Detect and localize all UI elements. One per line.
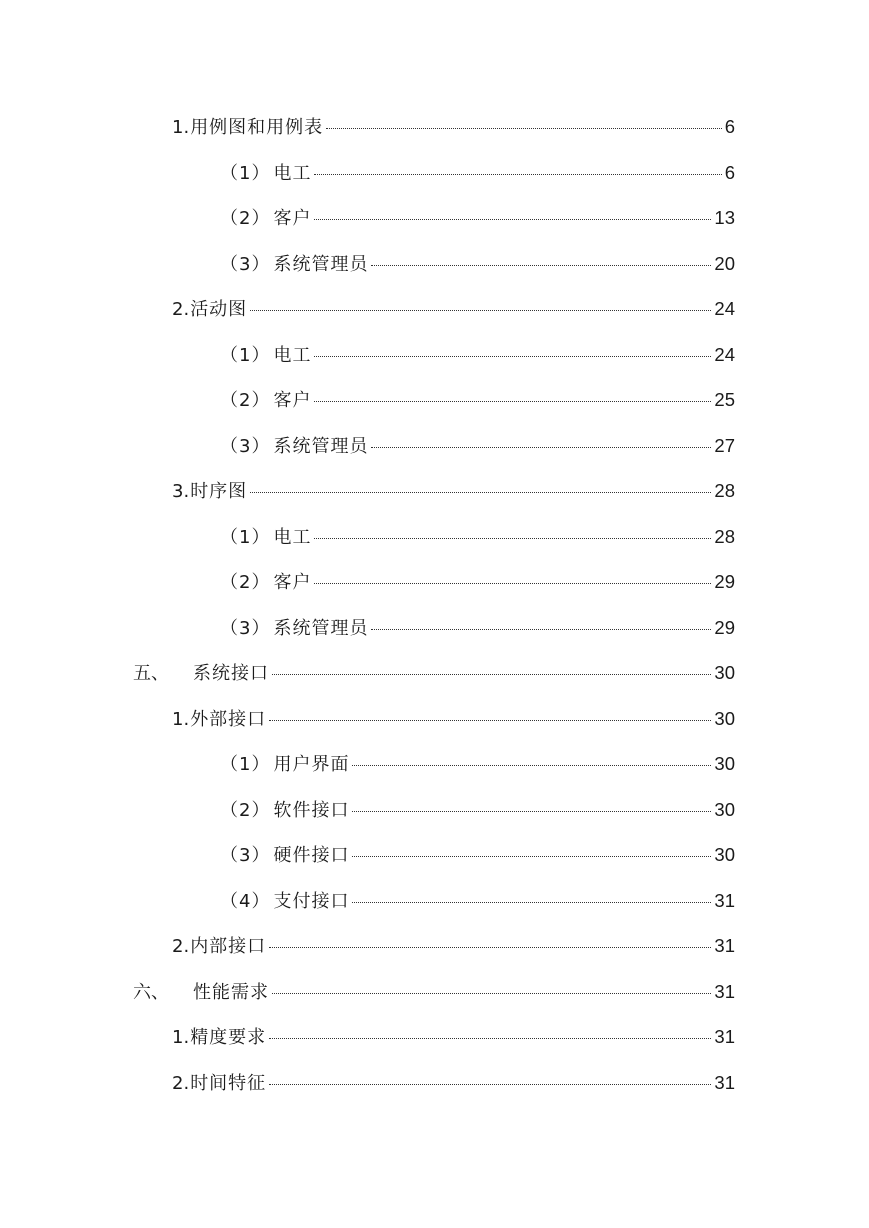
toc-entry-page-number: 30 bbox=[714, 707, 735, 729]
dot-leader bbox=[371, 629, 711, 630]
toc-entry[interactable] bbox=[0, 605, 869, 651]
dot-leader bbox=[371, 265, 711, 266]
toc-entry-page-number: 31 bbox=[714, 1026, 735, 1047]
toc-entry-number: （2） bbox=[220, 799, 271, 821]
dot-leader bbox=[250, 310, 711, 311]
toc-entry-title: 性能需求 bbox=[193, 981, 269, 1003]
toc-entry[interactable] bbox=[0, 969, 869, 1015]
toc-entry-number: （1） bbox=[220, 162, 271, 184]
toc-entry-number: 2. bbox=[172, 299, 190, 320]
toc-entry-page-number: 30 bbox=[714, 662, 735, 683]
toc-entry[interactable] bbox=[0, 195, 869, 241]
toc-entry-line bbox=[220, 787, 735, 834]
toc-entry[interactable] bbox=[0, 150, 869, 196]
toc-entry[interactable] bbox=[0, 1060, 869, 1106]
toc-entry[interactable] bbox=[0, 377, 869, 423]
toc-entry-page-number: 20 bbox=[714, 252, 735, 274]
dot-leader bbox=[269, 720, 711, 721]
dot-leader bbox=[352, 765, 711, 766]
toc-entry-title: 系统接口 bbox=[193, 663, 269, 684]
toc-entry-title: 用户界面 bbox=[273, 754, 350, 775]
toc-entry-number: （3） bbox=[220, 435, 271, 457]
toc-entry-title: 系统管理员 bbox=[273, 617, 369, 639]
toc-entry[interactable] bbox=[0, 696, 869, 742]
toc-entry[interactable] bbox=[0, 423, 869, 469]
dot-leader bbox=[250, 492, 711, 493]
toc-entry-line bbox=[220, 741, 735, 788]
toc-entry-number: 1. bbox=[172, 117, 190, 138]
toc-entry-title: 系统管理员 bbox=[273, 253, 369, 275]
toc-entry-number: 1. bbox=[172, 708, 190, 730]
toc-entry-number: （2） bbox=[220, 390, 271, 411]
toc-entry-number: （1） bbox=[220, 526, 271, 548]
toc-entry-page-number: 25 bbox=[714, 389, 735, 410]
dot-leader bbox=[269, 1038, 711, 1039]
dot-leader bbox=[272, 993, 711, 994]
toc-entry-number: 六、 bbox=[133, 981, 169, 1003]
toc-entry-line bbox=[172, 1060, 735, 1107]
dot-leader bbox=[326, 128, 722, 129]
toc-entry-line bbox=[133, 969, 735, 1016]
toc-entry-number: 1. bbox=[172, 1027, 190, 1048]
dot-leader bbox=[269, 1084, 711, 1085]
toc-entry-title: 活动图 bbox=[190, 299, 248, 320]
toc-entry-page-number: 30 bbox=[714, 798, 735, 820]
dot-leader bbox=[352, 856, 711, 857]
dot-leader bbox=[371, 447, 711, 448]
toc-entry-line bbox=[220, 514, 735, 561]
toc-entry-line bbox=[172, 104, 735, 151]
dot-leader bbox=[314, 219, 711, 220]
toc-entry-page-number: 31 bbox=[714, 980, 735, 1002]
toc-entry-number: （3） bbox=[220, 845, 271, 866]
toc-entry-line bbox=[220, 423, 735, 470]
toc-entry-line bbox=[220, 377, 735, 424]
dot-leader bbox=[314, 538, 711, 539]
toc-entry-line bbox=[220, 241, 735, 288]
toc-entry-line bbox=[133, 650, 735, 697]
toc-entry-line bbox=[220, 832, 735, 879]
toc-entry-page-number: 28 bbox=[714, 480, 735, 501]
toc-entry-title: 支付接口 bbox=[273, 890, 350, 912]
toc-entry-line bbox=[220, 605, 735, 652]
toc-entry-title: 硬件接口 bbox=[273, 845, 350, 866]
toc-entry-title: 电工 bbox=[273, 526, 312, 548]
toc-entry-title: 时序图 bbox=[190, 481, 248, 502]
dot-leader bbox=[314, 583, 711, 584]
toc-entry[interactable] bbox=[0, 923, 869, 969]
toc-entry-number: （2） bbox=[220, 572, 271, 593]
toc-entry-number: 2. bbox=[172, 1072, 190, 1094]
toc-entry-title: 用例图和用例表 bbox=[190, 117, 324, 138]
toc-entry-page-number: 29 bbox=[714, 616, 735, 638]
toc-entry-line bbox=[172, 468, 735, 515]
toc-entry-page-number: 28 bbox=[714, 525, 735, 547]
dot-leader bbox=[314, 356, 711, 357]
toc-entry[interactable] bbox=[0, 1014, 869, 1060]
toc-entry-page-number: 29 bbox=[714, 571, 735, 592]
toc-entry-number: （1） bbox=[220, 344, 271, 366]
toc-entry-page-number: 31 bbox=[714, 889, 735, 911]
toc-entry-number: 3. bbox=[172, 481, 190, 502]
table-of-contents bbox=[0, 104, 869, 1105]
toc-entry-title: 内部接口 bbox=[190, 936, 267, 957]
toc-entry-number: 五、 bbox=[133, 663, 169, 684]
toc-entry[interactable] bbox=[0, 104, 869, 150]
toc-entry-title: 系统管理员 bbox=[273, 435, 369, 457]
toc-entry-number: （2） bbox=[220, 208, 271, 229]
toc-entry-title: 时间特征 bbox=[190, 1072, 267, 1094]
toc-entry-line bbox=[220, 559, 735, 606]
toc-entry-number: 2. bbox=[172, 936, 190, 957]
toc-entry-page-number: 6 bbox=[724, 161, 735, 183]
toc-entry-title: 客户 bbox=[273, 390, 312, 411]
toc-entry-line bbox=[172, 286, 735, 333]
dot-leader bbox=[352, 811, 711, 812]
toc-entry-page-number: 24 bbox=[714, 298, 735, 319]
toc-entry-page-number: 30 bbox=[714, 753, 735, 774]
toc-entry-page-number: 30 bbox=[714, 844, 735, 865]
toc-entry-title: 客户 bbox=[273, 572, 312, 593]
dot-leader bbox=[314, 174, 721, 175]
toc-entry[interactable] bbox=[0, 468, 869, 514]
toc-entry[interactable] bbox=[0, 832, 869, 878]
toc-entry-title: 软件接口 bbox=[273, 799, 350, 821]
toc-entry-title: 精度要求 bbox=[190, 1027, 267, 1048]
toc-entry-title: 电工 bbox=[273, 162, 312, 184]
toc-entry-title: 电工 bbox=[273, 344, 312, 366]
toc-entry-line bbox=[172, 923, 735, 970]
toc-entry-page-number: 31 bbox=[714, 935, 735, 956]
toc-entry-number: （3） bbox=[220, 617, 271, 639]
toc-entry-line bbox=[220, 332, 735, 379]
toc-entry[interactable] bbox=[0, 332, 869, 378]
toc-entry-line bbox=[172, 1014, 735, 1061]
toc-entry[interactable] bbox=[0, 741, 869, 787]
toc-entry-line bbox=[220, 195, 735, 242]
toc-entry[interactable] bbox=[0, 787, 869, 833]
toc-entry-line bbox=[220, 878, 735, 925]
toc-entry-number: （1） bbox=[220, 754, 271, 775]
toc-entry[interactable] bbox=[0, 878, 869, 924]
toc-entry-title: 客户 bbox=[273, 208, 312, 229]
dot-leader bbox=[314, 401, 711, 402]
toc-entry[interactable] bbox=[0, 650, 869, 696]
toc-entry-line bbox=[172, 696, 735, 743]
toc-entry-number: （3） bbox=[220, 253, 271, 275]
toc-entry[interactable] bbox=[0, 241, 869, 287]
toc-entry-page-number: 24 bbox=[714, 343, 735, 365]
dot-leader bbox=[269, 947, 711, 948]
toc-entry-page-number: 13 bbox=[714, 207, 735, 228]
toc-entry-number: （4） bbox=[220, 890, 271, 912]
toc-entry-page-number: 27 bbox=[714, 434, 735, 456]
toc-entry-page-number: 6 bbox=[724, 116, 735, 137]
dot-leader bbox=[352, 902, 711, 903]
toc-entry[interactable] bbox=[0, 286, 869, 332]
toc-entry-page-number: 31 bbox=[714, 1071, 735, 1093]
toc-entry-title: 外部接口 bbox=[190, 708, 267, 730]
toc-entry[interactable] bbox=[0, 559, 869, 605]
toc-entry[interactable] bbox=[0, 514, 869, 560]
toc-entry-line bbox=[220, 150, 735, 197]
dot-leader bbox=[272, 674, 711, 675]
